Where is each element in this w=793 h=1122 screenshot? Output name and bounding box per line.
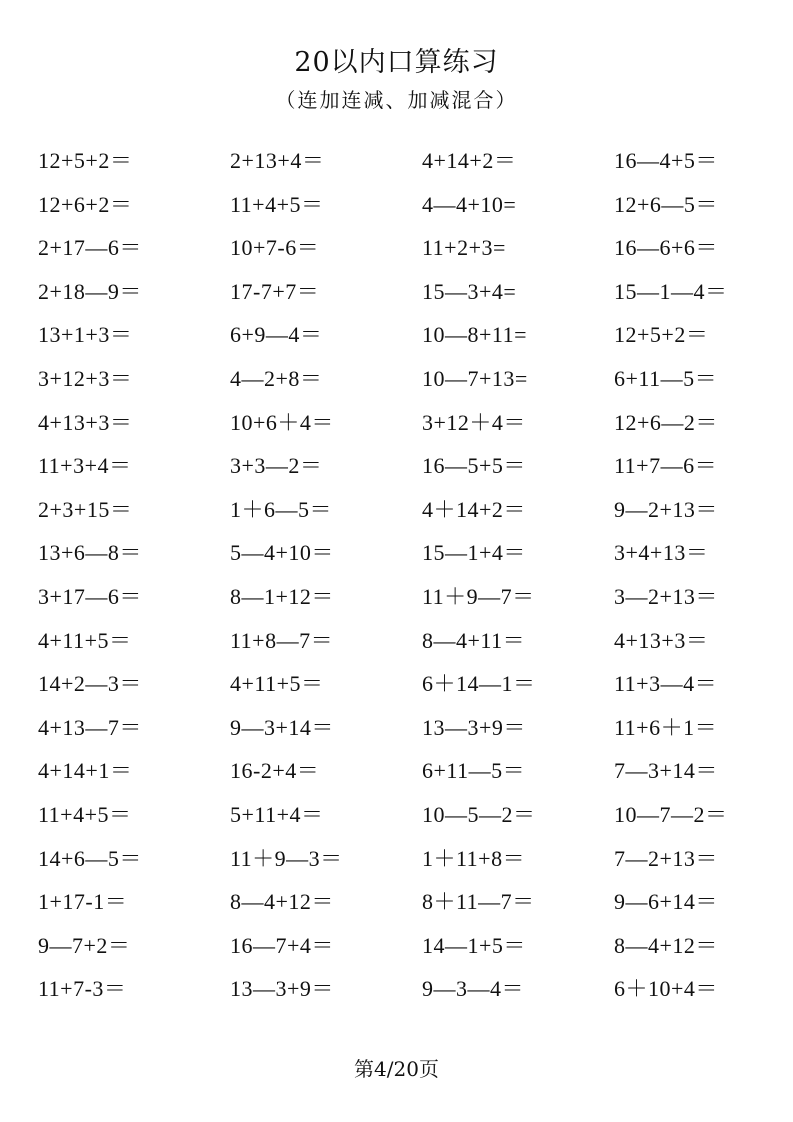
math-problem: 6＋10+4＝ xyxy=(614,976,718,1002)
math-problem: 16—7+4＝ xyxy=(230,932,334,958)
math-problem: 6+9—4＝ xyxy=(230,322,323,348)
math-problem: 11+8—7＝ xyxy=(230,627,334,653)
math-problem: 4—4+10= xyxy=(422,191,517,217)
math-problem: 4+13+3＝ xyxy=(38,409,133,435)
problem-grid xyxy=(38,139,778,1011)
math-problem: 3+12+3＝ xyxy=(38,365,133,391)
math-problem: 6＋14—1＝ xyxy=(422,671,536,697)
math-problem: 16—5+5＝ xyxy=(422,453,526,479)
math-problem: 11+3+4＝ xyxy=(38,453,132,479)
math-problem: 15—3+4= xyxy=(422,278,517,304)
math-problem: 5—4+10＝ xyxy=(230,540,334,566)
math-problem: 2+17—6＝ xyxy=(38,235,142,261)
math-problem: 4+13+3＝ xyxy=(614,627,709,653)
page-title: 20以内口算练习 xyxy=(294,47,499,78)
math-problem: 14—1+5＝ xyxy=(422,932,526,958)
math-problem: 16—6+6＝ xyxy=(614,235,718,261)
math-problem: 14+2—3＝ xyxy=(38,671,142,697)
math-problem: 10—7—2＝ xyxy=(614,801,728,827)
math-problem: 8—4+12＝ xyxy=(614,932,718,958)
math-problem: 12+6+2＝ xyxy=(38,191,133,217)
math-problem: 13—3+9＝ xyxy=(230,976,334,1002)
math-problem: 8＋11—7＝ xyxy=(422,889,535,915)
math-problem: 15—1+4＝ xyxy=(422,540,526,566)
page-subtitle: （连加连减、加减混合） xyxy=(275,88,518,112)
math-problem: 9—3+14＝ xyxy=(230,714,334,740)
math-problem: 3+12＋4＝ xyxy=(422,409,526,435)
math-problem: 12+6—5＝ xyxy=(614,191,718,217)
math-problem: 13+1+3＝ xyxy=(38,322,133,348)
math-problem: 3+17—6＝ xyxy=(38,583,142,609)
math-problem: 12+5+2＝ xyxy=(614,322,709,348)
math-problem: 2+18—9＝ xyxy=(38,278,142,304)
math-problem: 15—1—4＝ xyxy=(614,278,728,304)
math-problem: 6+11—5＝ xyxy=(614,365,718,391)
math-problem: 6+11—5＝ xyxy=(422,758,526,784)
math-problem: 7—2+13＝ xyxy=(614,845,718,871)
math-problem: 11+7—6＝ xyxy=(614,453,718,479)
math-problem: 10—5—2＝ xyxy=(422,801,536,827)
math-problem: 4+13—7＝ xyxy=(38,714,142,740)
math-problem: 5+11+4＝ xyxy=(230,801,324,827)
math-problem: 2+3+15＝ xyxy=(38,496,133,522)
math-problem: 12+5+2＝ xyxy=(38,148,133,173)
math-problem: 11＋9—7＝ xyxy=(422,583,535,609)
math-problem: 9—6+14＝ xyxy=(614,889,718,915)
math-problem: 11+7-3＝ xyxy=(38,976,127,1002)
math-problem: 14+6—5＝ xyxy=(38,845,142,871)
math-problem: 2+13+4＝ xyxy=(230,148,325,173)
math-problem: 10—8+11= xyxy=(422,322,527,348)
math-problem: 16—4+5＝ xyxy=(614,148,718,173)
math-problem: 1＋11+8＝ xyxy=(422,845,526,871)
math-problem: 11+3—4＝ xyxy=(614,671,718,697)
math-problem: 4+14+1＝ xyxy=(38,758,133,784)
math-problem: 10—7+13= xyxy=(422,365,528,391)
math-problem: 11+6＋1＝ xyxy=(614,714,718,740)
math-problem: 9—3—4＝ xyxy=(422,976,525,1002)
math-problem: 4+11+5＝ xyxy=(230,671,324,697)
math-problem: 17-7+7＝ xyxy=(230,278,320,304)
math-problem: 11+2+3= xyxy=(422,235,506,261)
math-problem: 3—2+13＝ xyxy=(614,583,718,609)
math-problem: 9—7+2＝ xyxy=(38,932,131,958)
math-problem: 13—3+9＝ xyxy=(422,714,526,740)
math-problem: 10+7-6＝ xyxy=(230,235,320,261)
math-problem: 12+6—2＝ xyxy=(614,409,718,435)
math-problem: 1+17-1＝ xyxy=(38,889,128,915)
math-problem: 11+4+5＝ xyxy=(230,191,324,217)
math-problem: 10+6＋4＝ xyxy=(230,409,334,435)
math-problem: 3+4+13＝ xyxy=(614,540,709,566)
math-problem: 8—1+12＝ xyxy=(230,583,334,609)
math-problem: 8—4+12＝ xyxy=(230,889,334,915)
math-problem: 1＋6—5＝ xyxy=(230,496,333,522)
page-number: 第4/20页 xyxy=(354,1057,439,1081)
math-problem: 16-2+4＝ xyxy=(230,758,320,784)
math-problem: 11+4+5＝ xyxy=(38,801,132,827)
math-problem: 9—2+13＝ xyxy=(614,496,718,522)
math-problem: 4＋14+2＝ xyxy=(422,496,526,522)
math-problem: 4+14+2＝ xyxy=(422,148,517,173)
math-problem: 8—4+11＝ xyxy=(422,627,526,653)
math-problem: 11＋9—3＝ xyxy=(230,845,343,871)
math-problem: 4—2+8＝ xyxy=(230,365,323,391)
math-problem: 7—3+14＝ xyxy=(614,758,718,784)
math-problem: 3+3—2＝ xyxy=(230,453,323,479)
math-problem: 13+6—8＝ xyxy=(38,540,142,566)
math-problem: 4+11+5＝ xyxy=(38,627,132,653)
